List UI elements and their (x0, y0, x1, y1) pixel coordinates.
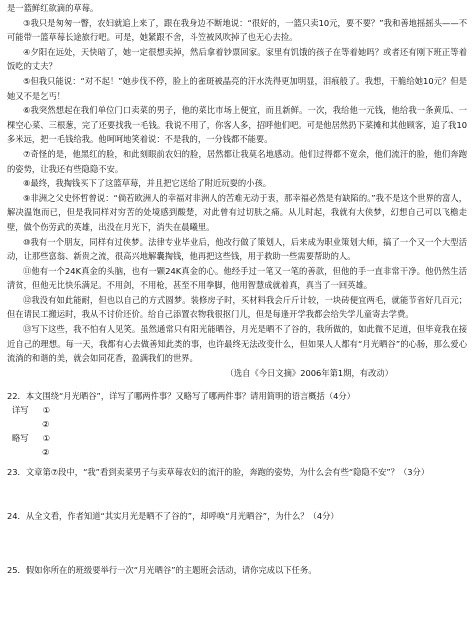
passage-paragraph: ⑪他有一个24K真金的头脑，也有一颗24K真金的心。他经手过一笔又一笔的善款，但他的手一直非常干净。他仍然生活清贫，但他无比快乐满足。不用剑，不用枪，甚至不用拳脚，他用智慧成就着真，真当了一回英雄。 (7, 265, 467, 291)
question-24 (0, 509, 475, 523)
passage-paragraph: ④夕阳在远处，天快暗了，她一定很想卖掉，然后拿着钞票回家。家里有饥饿的孩子在等着她吗？或者还有刚下班正等着饭吃的丈夫？ (7, 46, 467, 72)
question-23-text: 23．文章第⑦段中，“我”看到卖菜男子与卖草莓农妇的流汗的脸，奔跑的姿势，为什么会有些“隐隐不安”？（3分） (7, 467, 430, 478)
passage-paragraph: ③我只是匆匆一瞥，农妇就追上来了，跟在我身边不断地说：“很好的，一篮只卖10元，要不要？”我和善地摇摇头——不可能带一篮草莓长途旅行吧。可是，她紧跟不舍，斗笠被风吹掉了也无心去捡。 (7, 17, 467, 43)
answer-row (12, 403, 475, 417)
passage-paragraph: ⑬写下这些，我不怕有人见笑。虽然通常只有阳光能晒谷，月光是晒不了谷的，我所做的，如此微不足道，但毕竟我在接近自己的理想。每一天，我都有心去做善知此类的事，也许最终无法改变什么，但如果人人都有“月光晒谷”的心肠，那么爱心流淌的和谐的美，就会如同花香，盈满我们的世界。 (7, 324, 467, 364)
brief-label: 略写 (12, 433, 29, 444)
question-25-text: 25．假如你所在的班级要举行一次“月光晒谷”的主题班会活动，请你完成以下任务。 (7, 565, 317, 576)
question-22-text: 22．本文围绕“月光晒谷”，详写了哪两件事？又略写了哪两件事？请用简明的语言概括（4分） (7, 391, 356, 402)
question-22 (0, 389, 475, 459)
detail-label: 详写 (12, 405, 29, 416)
answer-mark: ② (42, 447, 50, 458)
passage-paragraph: ⑫我没有如此能耐，但也以自己的方式圆梦。装修房子时，买材料我会斤斤计较，一块砖便宜两毛，就能节省好几百元；但在请民工搬运时，我从不讨价还价。给自己添置衣物我很抠门儿，但是每逢开学我都会给失学儿童寄去学费。 (7, 294, 467, 320)
passage-paragraph: 是一篮鲜红欲滴的草莓。 (7, 3, 99, 13)
passage-paragraph: ⑩我有一个朋友，同样有过侠梦。法律专业毕业后，他改行做了策划人，后来成为职业策划大师，搞了一个又一个大型活动，让那些富翁、新贵之流，很高兴地解囊掏钱，他再把这些钱，用于救助一些需要帮助的人。 (7, 236, 467, 262)
question-25 (0, 563, 475, 577)
passage-paragraph: ⑥我突然想起在我们单位门口卖菜的男子，他的菜比市场上便宜，而且新鲜。一次，我给他一元钱，他给我一条黄瓜、一棵空心菜、三根葱，完了还要找我一毛钱。我说不用了，你客人多，招呼他们吧。可是他居然扔下菜摊和其他顾客，追了我10多米远，把一毛钱给我。他呵呵地笑着说：不是我的，一分钱都不能要。 (7, 105, 467, 145)
passage-paragraph: ⑨非洲之父史怀哲曾说：“倘若欧洲人的幸福对非洲人的苦难无动于衷，那幸福必然是有缺陷的。”我不是这个世界的富人，解决温饱而已，但是我同样对穷苦的处境感到酸楚，对此曾有过切肤之痛。从儿时起，我就有大侠梦，幻想自己可以飞檐走壁，做个伤劳武的英雄，出没在月光下，消失在晨曦里。 (7, 192, 467, 232)
answer-row (12, 417, 475, 431)
passage-paragraph: ⑦奇怪的是，他黑红的脸，和此刻眼前农妇的脸，居然都让我莫名地感动。他们过得都不宽余，他们流汗的脸，他们奔跑的姿势，让我还有些隐隐不安。 (7, 148, 467, 174)
question-23 (0, 465, 475, 479)
source-citation: （选自《今日文摘》2006年第1期，有改动） (225, 367, 393, 378)
passage-paragraph: ⑧最终，我掏钱买下了这篮草莓，并且把它送给了附近玩耍的小孩。 (23, 178, 272, 189)
answer-row (12, 445, 475, 459)
question-24-text: 24．从全文看，作者知道“其实月光是晒不了谷的”，却呼唤“月光晒谷”，为什么？（4分） (7, 511, 339, 522)
passage-paragraph: ⑤但我只能说：“对不起！”她步伐不停，脸上的雀斑被晶亮的汗水洗得更加明显，泪痕般了。我想，干脆给她10元？但是她又不是乞丐！ (7, 75, 467, 101)
answer-row (12, 431, 475, 445)
answer-mark: ② (42, 419, 50, 430)
answer-mark: ① (42, 405, 51, 416)
answer-mark: ① (42, 433, 51, 444)
